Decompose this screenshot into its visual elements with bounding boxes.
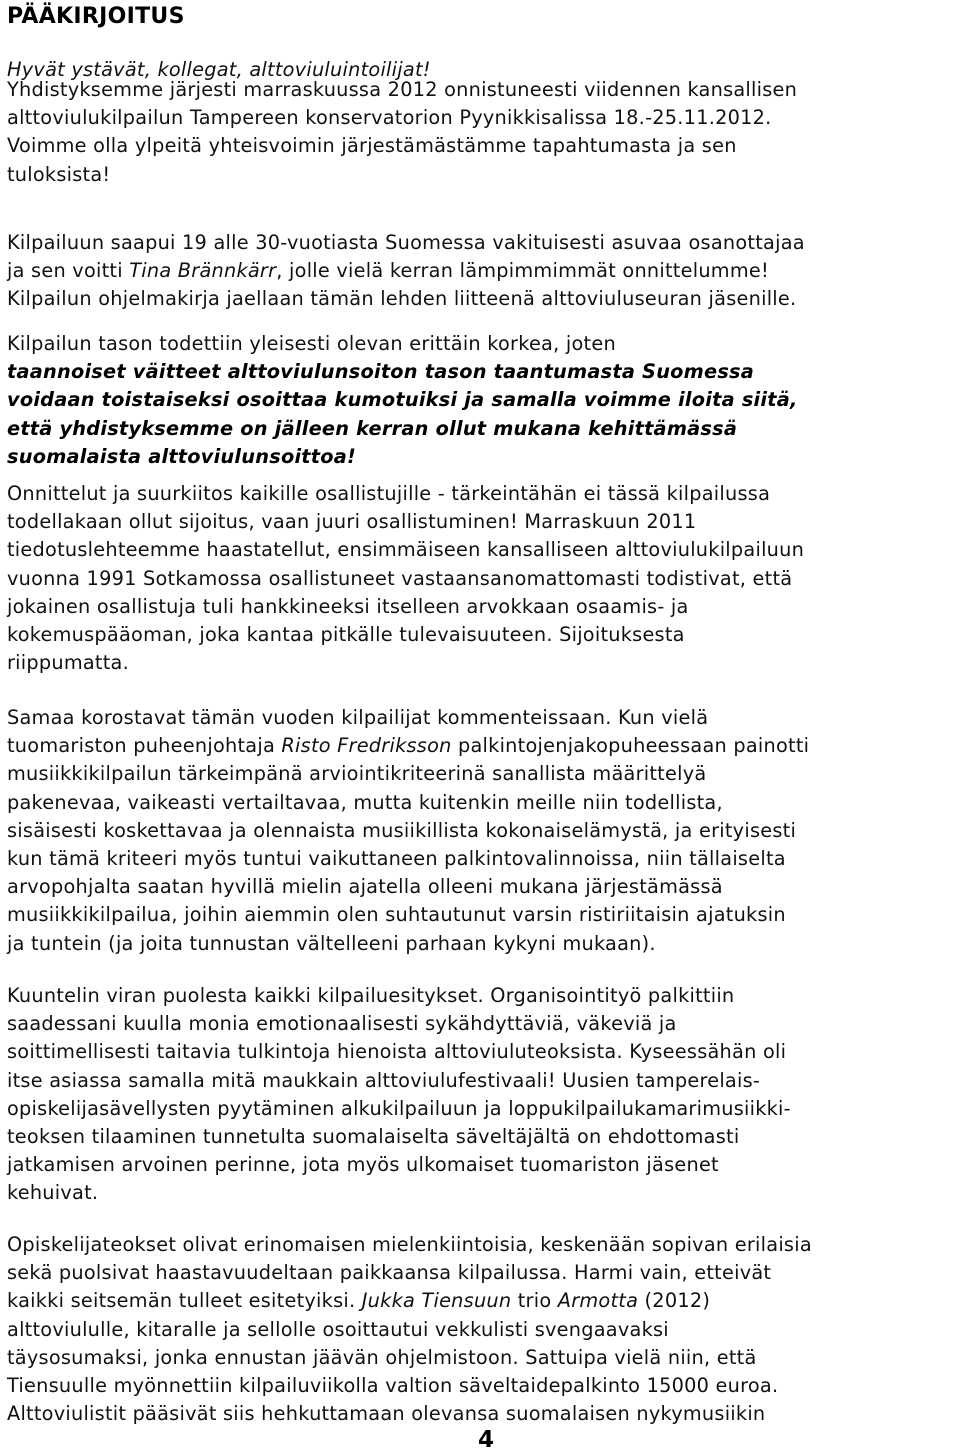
text-run: tiedotuslehteemme haastatellut, ensimmäiseen kansalliseen alttoviulukilpailuun — [7, 538, 805, 562]
text-run: voidaan toistaiseksi osoittaa kumotuiksi ja samalla voimme iloita siitä, — [7, 388, 798, 412]
text-run: jatkamisen arvoinen perinne, jota myös ulkomaiset tuomariston jäsenet — [7, 1153, 719, 1177]
text-run: Kilpailun tason todettiin yleisesti olevan erittäin korkea, joten — [7, 332, 616, 355]
text-run: itse asiassa samalla mitä maukkain alttoviulufestivaali! Uusien tamperelais- — [7, 1068, 761, 1092]
text-run: täysosumaksi, jonka ennustan jäävän ohjelmistoon. Sattuipa vielä niin, että — [7, 1345, 757, 1369]
text-run: (2012) — [638, 1289, 711, 1313]
text-run: Yhdistyksemme järjesti marraskuussa 2012 onnistuneesti viidennen kansallisen — [7, 78, 798, 101]
text-run: taannoiset väitteet alttoviulunsoiton tason taantumasta Suomessa — [7, 360, 755, 384]
text-run: Kilpailun ohjelmakirja jaellaan tämän lehden liitteenä alttoviuluseuran jäsenille. — [7, 287, 797, 311]
text-run: saadessani kuulla monia emotionaalisesti sykähdyttäviä, väkeviä ja — [7, 1012, 677, 1036]
intro-paragraph — [7, 76, 953, 189]
jury-paragraph — [7, 704, 953, 958]
text-run: kehuivat. — [7, 1181, 99, 1205]
text-run: riippumatta. — [7, 651, 130, 675]
text-run: kokemuspääoman, joka kantaa pitkälle tulevaisuuteen. Sijoituksesta — [7, 623, 685, 647]
text-run: sisäisesti koskettavaa ja olennaista musiikillista kokonaiselämystä, ja erityisesti — [7, 818, 797, 842]
text-run: soittimellisesti taitavia tulkintoja hienoista alttoviuluteoksista. Kyseessähän oli — [7, 1040, 787, 1064]
text-run: Opiskelijateokset olivat erinomaisen mielenkiintoisia, keskenään sopivan erilaisia — [7, 1233, 812, 1256]
text-run: Voimme olla ylpeitä yhteisvoimin järjestämästämme tapahtumasta ja sen — [7, 134, 737, 158]
text-run: ja tuntein (ja joita tunnustan vältelleeni parhaan kykyni mukaan). — [7, 931, 656, 955]
text-run: Onnittelut ja suurkiitos kaikille osallistujille - tärkeintähän ei tässä kilpailussa — [7, 482, 771, 505]
page-heading: PÄÄKIRJOITUS — [7, 4, 185, 29]
text-run: Tiensuulle myönnettiin kilpailuviikolla valtion säveltaidepalkinto 15000 euroa. — [7, 1374, 779, 1398]
level-paragraph — [7, 330, 953, 471]
text-run: alttoviululle, kitaralle ja sellolle osoittautui vekkulisti svengaavaksi — [7, 1317, 669, 1341]
text-run: todellakaan ollut sijoitus, vaan juuri osallistuminen! Marraskuun 2011 — [7, 510, 697, 534]
winner-paragraph — [7, 229, 953, 314]
text-run: Hyvät ystävät, kollegat, alttoviuluintoilijat! — [7, 58, 431, 81]
text-run: Kuuntelin viran puolesta kaikki kilpailuesitykset. Organisointityö palkittiin — [7, 984, 735, 1007]
text-run: vuonna 1991 Sotkamossa osallistuneet vastaansanomattomasti todistivat, että — [7, 566, 793, 590]
text-run: kun tämä kriteeri myös tuntui vaikuttaneen palkintovalinnoissa, niin tällaiselta — [7, 847, 786, 871]
text-run: että yhdistyksemme on jälleen kerran ollut mukana kehittämässä — [7, 416, 738, 440]
text-run: , jolle vielä kerran lämpimmimmät onnittelumme! — [276, 259, 769, 283]
text-run: Armotta — [557, 1289, 639, 1313]
text-run: musiikkikilpailun tärkeimpänä arviointikriteerinä sanallista määrittelyä — [7, 762, 707, 786]
text-run: Alttoviulistit pääsivät siis hehkuttamaan olevansa suomalaisen nykymusiikin — [7, 1402, 766, 1426]
text-run: arvopohjalta saatan hyvillä mielin ajatella olleeni mukana järjestämässä — [7, 875, 723, 899]
text-run: palkintojenjakopuheessaan painotti — [451, 734, 810, 758]
text-run: musiikkikilpailua, joihin aiemmin olen suhtautunut varsin ristiriitaisin ajatuksin — [7, 903, 786, 927]
text-run: teoksen tilaaminen tunnetulta suomalaiselta säveltäjältä on ehdottomasti — [7, 1125, 740, 1149]
text-run: trio — [511, 1289, 558, 1313]
text-run: Jukka Tiensuun — [361, 1289, 512, 1313]
text-run: Risto Fredriksson — [281, 734, 452, 758]
text-run: suomalaista alttoviulunsoittoa! — [7, 444, 357, 468]
text-run: ja sen voitti — [7, 259, 130, 283]
text-run: tuomariston puheenjohtaja — [7, 734, 282, 758]
text-run: jokainen osallistuja tuli hankkineeksi itselleen arvokkaan osaamis- ja — [7, 594, 689, 618]
text-run: pakenevaa, vaikeasti vertailtavaa, mutta kuitenkin meille niin todellista, — [7, 790, 723, 814]
text-run: kaikki seitsemän tulleet esitetyiksi. — [7, 1289, 362, 1313]
text-run: tuloksista! — [7, 162, 111, 186]
text-run: alttoviulukilpailun Tampereen konservatorion Pyynikkisalissa 18.-25.11.2012. — [7, 106, 772, 130]
text-run: sekä puolsivat haastavuudeltaan paikkaansa kilpailussa. Harmi vain, etteivät — [7, 1261, 772, 1285]
text-run: Kilpailuun saapui 19 alle 30-vuotiasta Suomessa vakituisesti asuvaa osanottajaa — [7, 231, 805, 254]
text-run: opiskelijasävellysten pyytäminen alkukilpailuun ja loppukilpailukamarimusiikki- — [7, 1096, 791, 1120]
congratulations-paragraph — [7, 480, 953, 677]
page-number: 4 — [478, 1427, 495, 1453]
text-run: Samaa korostavat tämän vuoden kilpailijat kommenteissaan. Kun vielä — [7, 706, 709, 729]
performances-paragraph — [7, 982, 953, 1208]
text-run: Tina Brännkärr — [129, 259, 277, 283]
student-works-paragraph — [7, 1231, 953, 1428]
